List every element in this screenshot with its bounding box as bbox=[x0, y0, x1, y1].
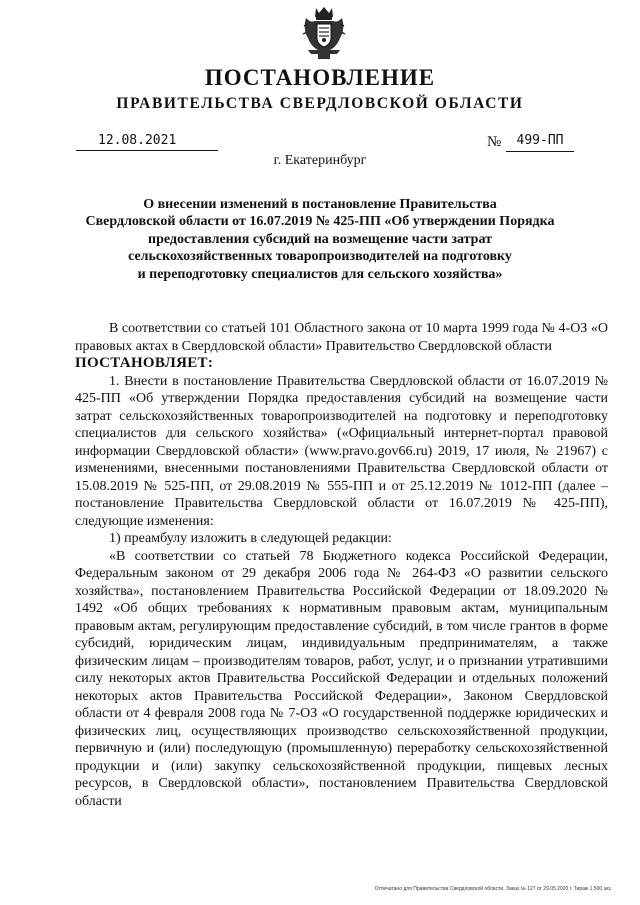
clause-1-paragraph: 1. Внести в постановление Правительства Свердловской области от 16.07.2019 № 425-ПП «Об утверждении Порядка предоставления субсидий на возмещение части затрат сельскохозяйственных товаропроизводителей на подготовку и переподготовку специалистов для сельского хозяйства» («Официальный интернет-портал правовой информации Свердловской области» (www.pravo.gov66.ru) 2019, 17 июля, № 21967) с изменениями, внесенными постановлениями Правительства Свердловской области от 15.08.2019 № 525-ПП, от 29.08.2019 № 555-ПП и от 25.12.2019 № 1012-ПП (далее – постановление Правительства Свердловской области от 16.07.2019 № 425-ПП), следующие изменения: bbox=[75, 373, 608, 529]
document-number: 499-ПП bbox=[506, 133, 574, 152]
number-sign: № bbox=[487, 134, 502, 150]
new-preamble-paragraph: «В соответствии со статьей 78 Бюджетного кодекса Российской Федерации, Федеральным законом от 29 декабря 2006 года № 264-ФЗ «О развитии сельского хозяйства», постановлением Правительства Российской Федерации от 18.09.2020 № 1492 «Об общих требованиях к нормативным правовым актам, муниципальным правовым актам, регулирующим предоставление субсидий, в том числе грантов в форме субсидий, юридическим лицам, индивидуальным предпринимателям, а также физическим лицам – производителям товаров, работ, услуг, и о признании утратившими силу некоторых актов Правительства Российской Федерации и отдельных положений некоторых актов Правительства Российской Федерации», Законом Свердловской области от 4 февраля 2008 года № 7-ОЗ «О государственной поддержке юридических и физических лиц, осуществляющих производство сельскохозяйственной продукции, первичную и (или) последующую (промышленную) переработку сельскохозяйственной продукции и (или) закупку сельскохозяйственной продукции, пищевых лесных ресурсов, в Свердловской области», постановлением Правительства Свердловской области bbox=[75, 548, 608, 809]
document-body bbox=[75, 320, 608, 810]
resolves-heading: ПОСТАНОВЛЯЕТ: bbox=[75, 355, 214, 371]
heading-line: сельскохозяйственных товаропроизводителей на подготовку bbox=[128, 249, 512, 265]
document-date: 12.08.2021 bbox=[76, 133, 218, 151]
coat-of-arms-icon bbox=[302, 4, 346, 64]
issuer-title: ПРАВИТЕЛЬСТВА СВЕРДЛОВСКОЙ ОБЛАСТИ bbox=[116, 95, 524, 112]
print-footer: Отпечатано для Правительства Свердловской области. Заказ № 127 от 29.05.2020 г. Тираж 1 500 экз. bbox=[374, 886, 612, 892]
preamble-paragraph: В соответствии со статьей 101 Областного закона от 10 марта 1999 года № 4-ОЗ «О правовых актах в Свердловской области» Правительство Свердловской области bbox=[75, 321, 608, 354]
heading-line: предоставления субсидий на возмещение части затрат bbox=[148, 231, 492, 247]
heading-line: О внесении изменений в постановление Правительства bbox=[143, 197, 497, 212]
heading-line: Свердловской области от 16.07.2019 № 425-ПП «Об утверждении Порядка bbox=[85, 214, 555, 230]
document-heading bbox=[80, 196, 560, 283]
heading-line: и переподготовку специалистов для сельского хозяйства» bbox=[137, 266, 503, 282]
document-city: г. Екатеринбург bbox=[273, 153, 367, 168]
document-type-title: ПОСТАНОВЛЕНИЕ bbox=[204, 65, 436, 90]
subclause-1-paragraph: 1) преамбулу изложить в следующей редакции: bbox=[109, 531, 392, 546]
